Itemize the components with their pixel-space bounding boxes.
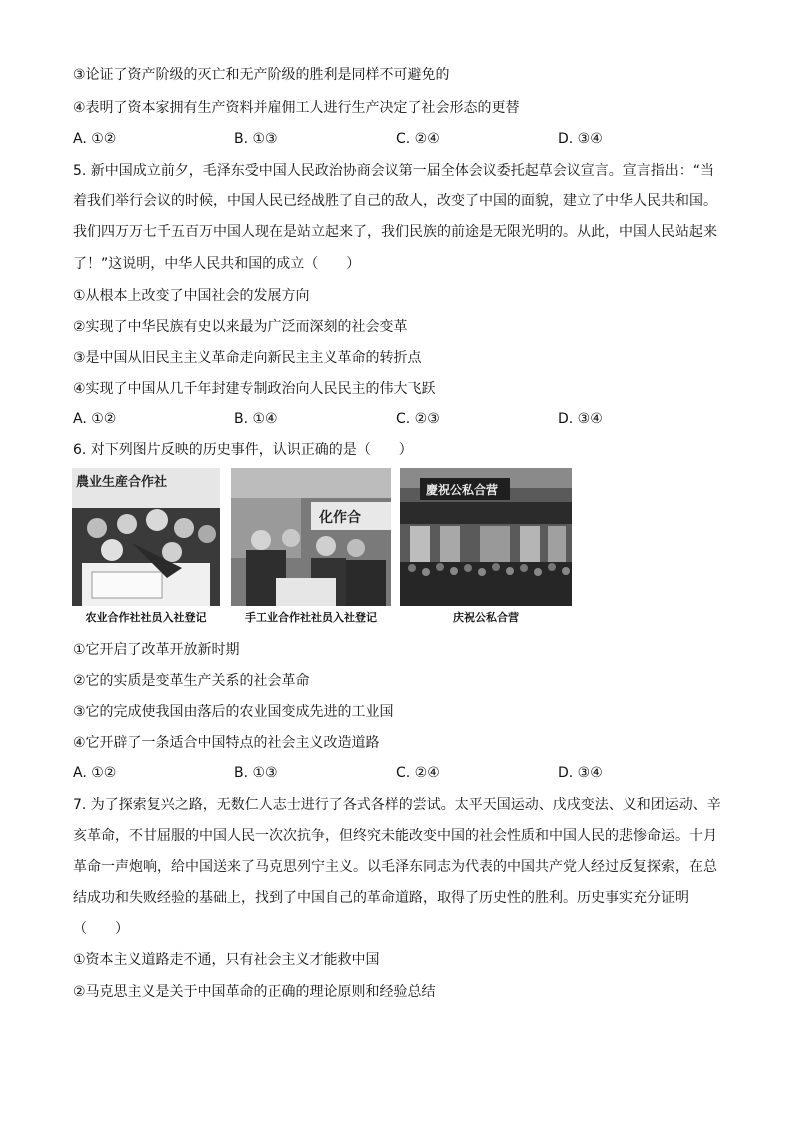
q6-option-c[interactable]: C. ②④	[396, 765, 440, 781]
q7-stem-line-2: 亥革命，不甘屈服的中国人民一次次抗争，但终究未能改变中国的社会性质和中国人民的悲惨命运。十月	[73, 828, 717, 844]
q5-statement-1: ①从根本上改变了中国社会的发展方向	[73, 288, 310, 304]
q4-statement-4: ④表明了资本家拥有生产资料并雇佣工人进行生产决定了社会形态的更替	[73, 100, 520, 116]
q6-option-b[interactable]: B. ①③	[234, 765, 278, 781]
q6-option-d[interactable]: D. ③④	[558, 765, 603, 781]
q6-statement-1: ①它开启了改革开放新时期	[73, 642, 240, 658]
q6-photo-agricultural-coop	[72, 468, 220, 606]
banner-text: 農业生産合作社	[76, 475, 168, 490]
q7-stem-line-4: 结成功和失败经验的基础上，找到了中国自己的革命道路，取得了历史性的胜利。历史事实充分证明	[73, 890, 689, 906]
q6-caption-2: 手工业合作社社员入社登记	[245, 611, 377, 624]
q6-statement-4: ④它开辟了一条适合中国特点的社会主义改造道路	[73, 735, 380, 751]
q6-photo-handicraft-coop	[231, 468, 391, 606]
q5-options	[73, 408, 733, 430]
q5-statement-4: ④实现了中国从几千年封建专制政治向人民民主的伟大飞跃	[73, 381, 436, 397]
q5-option-c[interactable]: C. ②③	[396, 411, 440, 427]
q4-statement-3: ③论证了资产阶级的灭亡和无产阶级的胜利是同样不可避免的	[73, 67, 450, 83]
banner-text: 慶祝公私合营	[426, 483, 499, 497]
q6-statement-2: ②它的实质是变革生产关系的社会革命	[73, 673, 310, 689]
q7-statement-2: ②马克思主义是关于中国革命的正确的理论原则和经验总结	[73, 984, 436, 1000]
q6-options	[73, 762, 733, 784]
q5-stem-line-2: 着我们举行会议的时候，中国人民已经战胜了自己的敌人，改变了中国的面貌，建立了中华人民共和国。	[73, 193, 717, 209]
q5-statement-2: ②实现了中华民族有史以来最为广泛而深刻的社会变革	[73, 319, 408, 335]
q5-stem-line-4: 了！”这说明，中华人民共和国的成立（ ）	[73, 256, 361, 272]
q6-caption-3: 庆祝公私合营	[453, 611, 519, 624]
q5-option-b[interactable]: B. ①④	[234, 411, 278, 427]
q7-stem-line-1: 7. 为了探索复兴之路，无数仁人志士进行了各式各样的尝试。太平天国运动、戊戌变法、义和团运动、辛	[73, 797, 721, 813]
q6-photo-public-private-celebration	[400, 468, 572, 606]
banner-text: 化作合	[319, 510, 361, 526]
q6-caption-1: 农业合作社社员入社登记	[85, 611, 207, 624]
q6-option-a[interactable]: A. ①②	[73, 765, 117, 781]
q4-option-a[interactable]: A. ①②	[73, 131, 117, 147]
q5-stem-line-3: 我们四万万七千五百万中国人现在是站立起来了，我们民族的前途是无限光明的。从此，中国人民站起来	[73, 224, 717, 240]
q5-option-d[interactable]: D. ③④	[558, 411, 603, 427]
q5-statement-3: ③是中国从旧民主主义革命走向新民主主义革命的转折点	[73, 350, 422, 366]
q6-stem: 6. 对下列图片反映的历史事件，认识正确的是（ ）	[73, 442, 413, 458]
q4-option-d[interactable]: D. ③④	[558, 131, 603, 147]
q7-statement-1: ①资本主义道路走不通，只有社会主义才能救中国	[73, 952, 380, 968]
q4-option-c[interactable]: C. ②④	[396, 131, 440, 147]
q5-stem-line-1: 5. 新中国成立前夕，毛泽东受中国人民政治协商会议第一届全体会议委托起草会议宣言。宣言指出：“当	[73, 163, 715, 179]
q7-answer-paren: （ ）	[73, 921, 129, 937]
q5-option-a[interactable]: A. ①②	[73, 411, 117, 427]
q4-options	[73, 128, 733, 150]
q4-option-b[interactable]: B. ①③	[234, 131, 278, 147]
q7-stem-line-3: 革命一声炮响，给中国送来了马克思列宁主义。以毛泽东同志为代表的中国共产党人经过反复探索，在总	[73, 859, 717, 875]
q6-statement-3: ③它的完成使我国由落后的农业国变成先进的工业国	[73, 704, 394, 720]
